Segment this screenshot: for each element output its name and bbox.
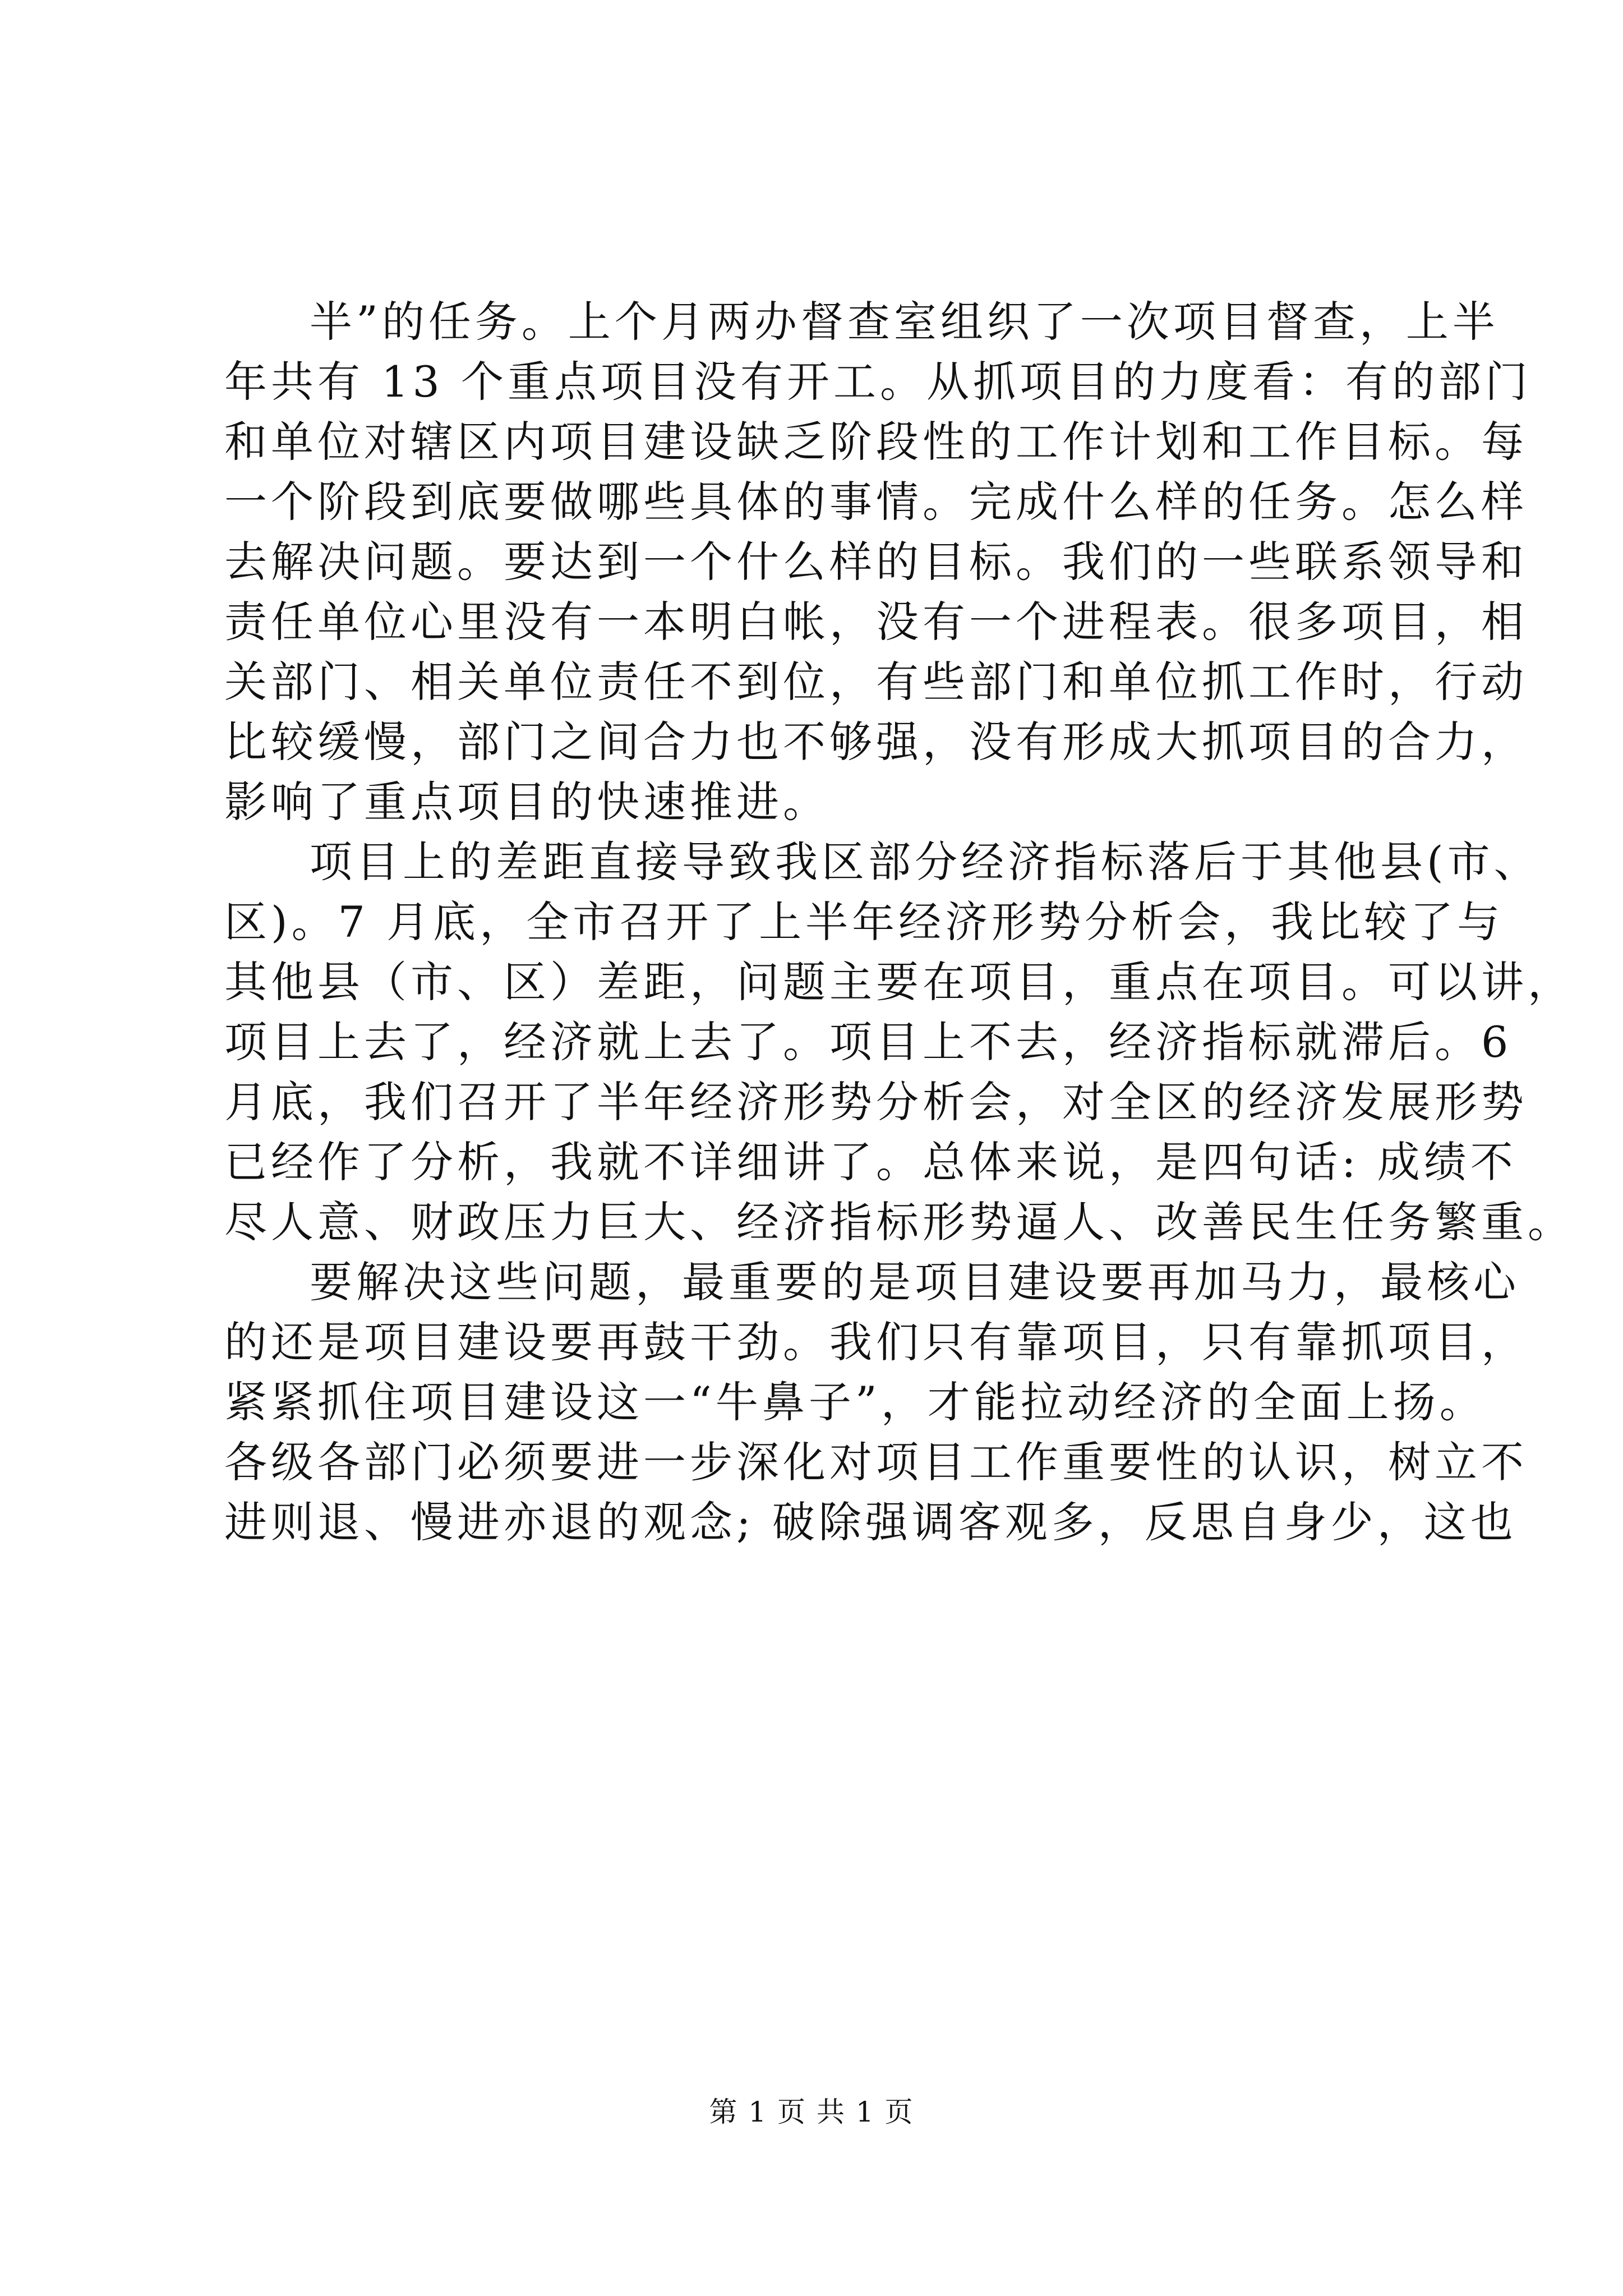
text-line: 比较缓慢，部门之间合力也不够强，没有形成大抓项目的合力，: [224, 717, 1528, 767]
text-line: 其他县（市、区）差距，问题主要在项目，重点在项目。可以讲，: [224, 957, 1574, 1007]
text-line: 和单位对辖区内项目建设缺乏阶段性的工作计划和工作目标。每: [224, 417, 1528, 467]
text-line: 关部门、相关单位责任不到位，有些部门和单位抓工作时，行动: [224, 657, 1528, 707]
text-line: 去解决问题。要达到一个什么样的目标。我们的一些联系领导和: [224, 537, 1528, 587]
text-line: 月底，我们召开了半年经济形势分析会，对全区的经济发展形势: [224, 1077, 1528, 1127]
text-line: 区)。7 月底，全市召开了上半年经济形势分析会，我比较了与: [224, 897, 1504, 947]
text-line: 已经作了分析，我就不详细讲了。总体来说，是四句话: 成绩不: [224, 1137, 1517, 1187]
text-line: 要解决这些问题，最重要的是项目建设要再加马力，最核心: [310, 1257, 1520, 1307]
text-line: 紧紧抓住项目建设这一“牛鼻子”，才能拉动经济的全面上扬。: [224, 1377, 1486, 1427]
text-line: 一个阶段到底要做哪些具体的事情。完成什么样的任务。怎么样: [224, 477, 1528, 527]
page-footer: 第 1 页 共 1 页: [709, 2096, 914, 2128]
document-body: [224, 292, 1574, 1552]
text-line: 半”的任务。上个月两办督查室组织了一次项目督查，上半: [310, 297, 1499, 347]
text-line: 各级各部门必须要进一步深化对项目工作重要性的认识，树立不: [224, 1437, 1528, 1487]
text-line: 尽人意、财政压力巨大、经济指标形势逼人、改善民生任务繁重。: [224, 1197, 1574, 1247]
text-line: 责任单位心里没有一本明白帐，没有一个进程表。很多项目，相: [224, 597, 1528, 647]
text-line: 影响了重点项目的快速推进。: [224, 777, 829, 827]
text-line: 的还是项目建设要再鼓干劲。我们只有靠项目，只有靠抓项目，: [224, 1317, 1528, 1367]
text-line: 项目上的差距直接导致我区部分经济指标落后于其他县(市、: [310, 837, 1541, 887]
text-line: 进则退、慢进亦退的观念; 破除强调客观多，反思自身少，这也: [224, 1497, 1517, 1547]
text-line: 年共有 13 个重点项目没有开工。从抓项目的力度看：有的部门: [224, 357, 1532, 407]
text-line: 项目上去了，经济就上去了。项目上不去，经济指标就滞后。6: [224, 1017, 1513, 1067]
